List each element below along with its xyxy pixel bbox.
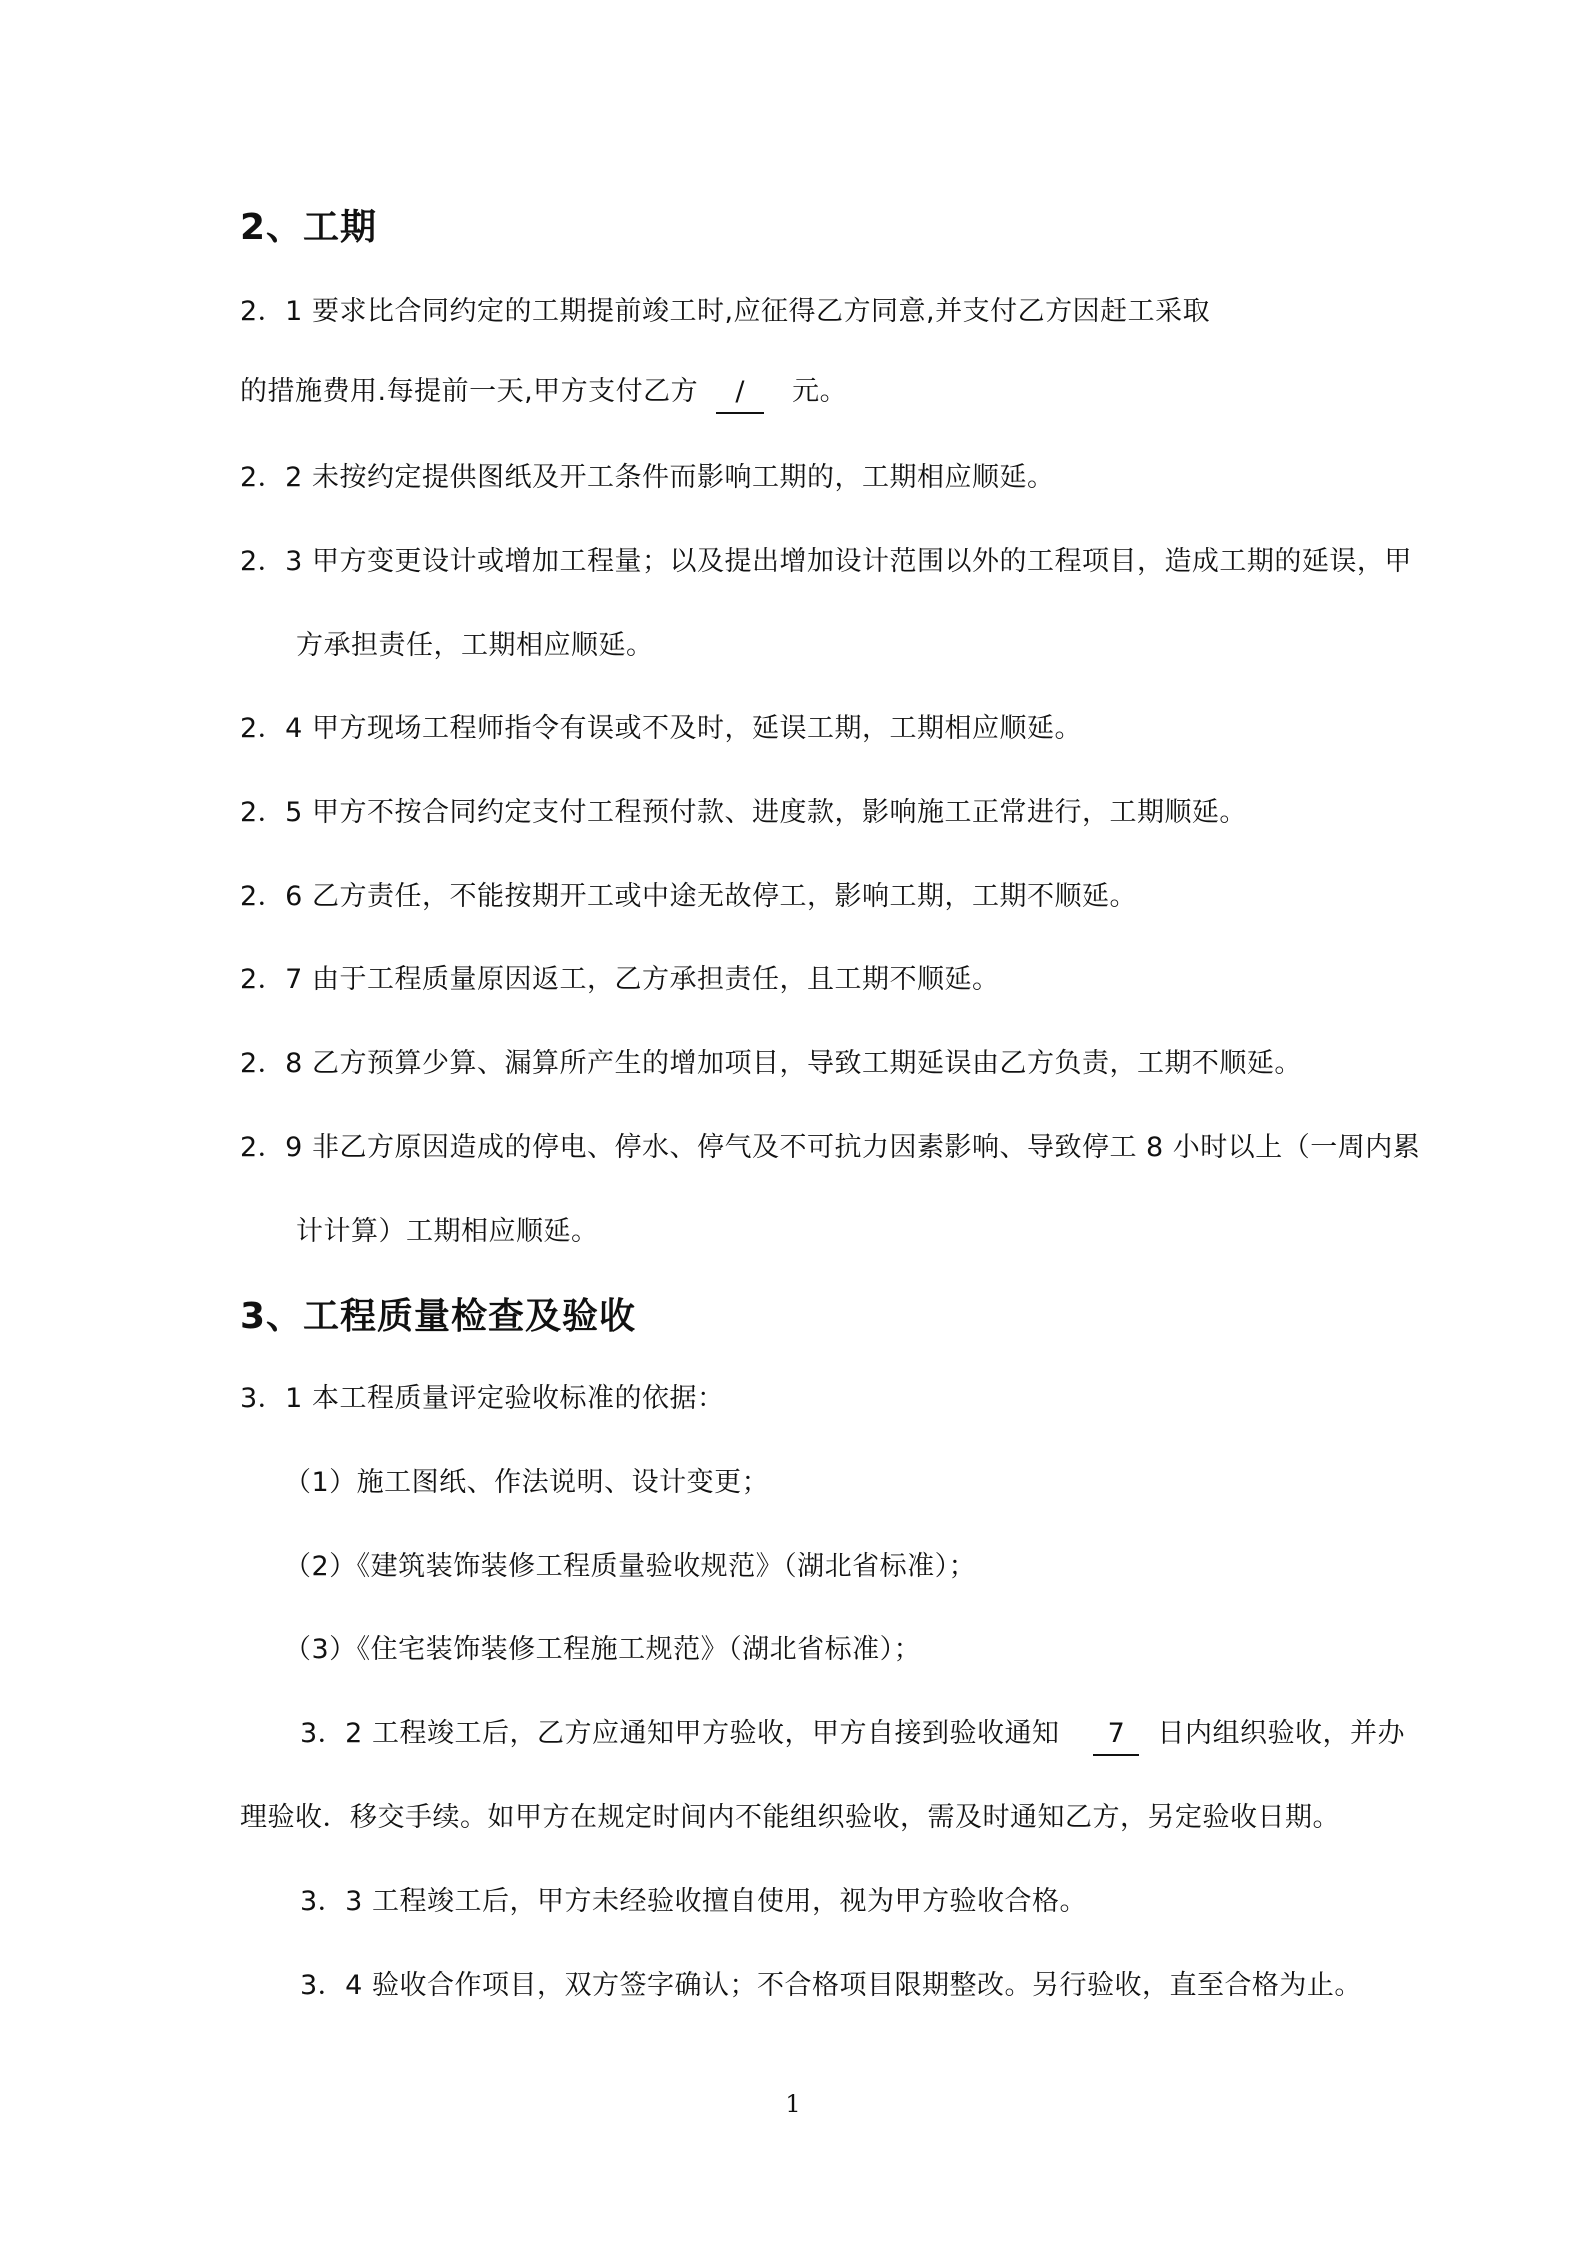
section-2-heading: 2、工期 — [240, 207, 378, 248]
fill-in-blank-amount: / — [716, 372, 764, 414]
clause-2-1-line-2 — [240, 372, 847, 414]
section-3-heading: 3、工程质量检查及验收 — [240, 1296, 637, 1337]
standard-item-1: （1）施工图纸、作法说明、设计变更； — [284, 1467, 770, 1498]
clause-2-4: 2．4 甲方现场工程师指令有误或不及时，延误工期，工期相应顺延。 — [240, 713, 1082, 744]
clause-2-5: 2．5 甲方不按合同约定支付工程预付款、进度款，影响施工正常进行，工期顺延。 — [240, 797, 1247, 828]
standard-item-2: （2）《建筑装饰装修工程质量验收规范》（湖北省标准）； — [284, 1551, 977, 1582]
clause-2-8: 2．8 乙方预算少算、漏算所产生的增加项目，导致工期延误由乙方负责，工期不顺延。 — [240, 1048, 1302, 1079]
standard-item-3: （3）《住宅装饰装修工程施工规范》（湖北省标准）； — [284, 1634, 922, 1665]
clause-2-6: 2．6 乙方责任，不能按期开工或中途无故停工，影响工期，工期不顺延。 — [240, 881, 1137, 912]
clause-3-2-text-end: 日内组织验收，并办 — [1157, 1718, 1405, 1749]
clause-2-7: 2．7 由于工程质量原因返工，乙方承担责任，且工期不顺延。 — [240, 964, 1000, 995]
clause-3-4: 3．4 验收合作项目，双方签字确认；不合格项目限期整改。另行验收，直至合格为止。 — [300, 1970, 1362, 2001]
page-number: 1 — [785, 2090, 801, 2118]
clause-2-3-line-2: 方承担责任，工期相应顺延。 — [296, 630, 654, 661]
clause-2-1-text: 的措施费用.每提前一天,甲方支付乙方 — [240, 376, 699, 407]
clause-2-1-unit: 元。 — [792, 376, 848, 407]
clause-3-2-text: 3．2 工程竣工后，乙方应通知甲方验收，甲方自接到验收通知 — [300, 1718, 1060, 1749]
clause-2-1-line-1: 2．1 要求比合同约定的工期提前竣工时,应征得乙方同意,并支付乙方因赶工采取 — [240, 296, 1211, 327]
clause-2-9-line-1: 2．9 非乙方原因造成的停电、停水、停气及不可抗力因素影响、导致停工 8 小时以上（一周内累 — [240, 1132, 1421, 1163]
clause-2-3-line-1: 2．3 甲方变更设计或增加工程量；以及提出增加设计范围以外的工程项目，造成工期的延误，甲 — [240, 546, 1412, 577]
clause-3-2-line-2: 理验收．移交手续。如甲方在规定时间内不能组织验收，需及时通知乙方，另定验收日期。 — [240, 1802, 1340, 1833]
clause-3-3: 3．3 工程竣工后，甲方未经验收擅自使用，视为甲方验收合格。 — [300, 1886, 1087, 1917]
clause-2-9-line-2: 计计算）工期相应顺延。 — [296, 1216, 599, 1247]
clause-3-1: 3．1 本工程质量评定验收标准的依据： — [240, 1383, 725, 1414]
fill-in-blank-days: 7 — [1093, 1714, 1139, 1756]
clause-2-2: 2．2 未按约定提供图纸及开工条件而影响工期的，工期相应顺延。 — [240, 462, 1055, 493]
clause-3-2-line-1 — [300, 1714, 1405, 1756]
